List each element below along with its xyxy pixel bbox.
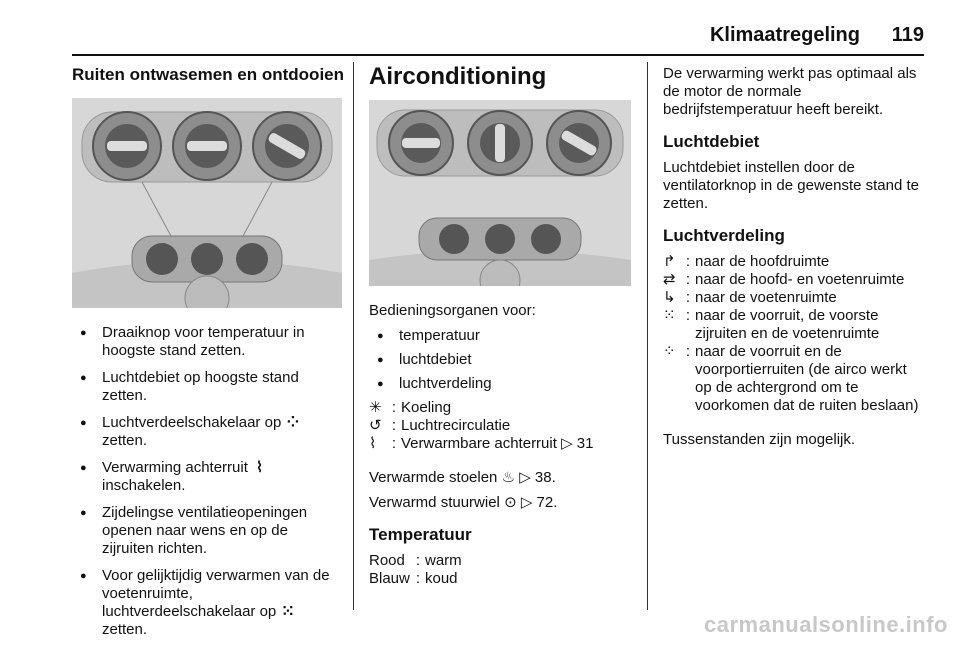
legend-text: Koeling (401, 399, 452, 416)
temperature-legend (369, 552, 633, 588)
list-item (72, 324, 342, 360)
list-item (72, 369, 342, 405)
legend-label: Blauw (369, 570, 410, 587)
legend-text: naar de hoofdruimte (695, 253, 830, 270)
upper-body-air-icon: ↱ (663, 253, 676, 270)
page-reference[interactable]: 31 (576, 435, 594, 452)
section-title-airco: Airconditioning (369, 63, 547, 90)
page-ref-arrow-icon: ▷ (519, 469, 531, 486)
list-item-text: Verwarming achterruit (102, 459, 253, 476)
list-item-text: Draaiknop voor temperatuur in hoogste stand zetten. (102, 324, 305, 359)
list-item-text: Luchtdebiet op hoogste stand zetten. (102, 369, 299, 404)
legend-separator: : (391, 417, 397, 434)
page-ref-arrow-icon: ▷ (561, 435, 573, 452)
list-item-text: Zijdelingse ventilatieopeningen openen naar wens en op de zijruiten richten. (102, 504, 308, 557)
airflow-text: Luchtdebiet instellen door de ventilatorknop in de gewenste stand te zetten. (663, 159, 920, 212)
legend-row (369, 552, 633, 570)
legend-separator: : (685, 253, 691, 270)
column-heating (663, 62, 925, 449)
section-title-airflow: Luchtdebiet (663, 132, 760, 151)
section-title-temperature: Temperatuur (369, 525, 472, 544)
list-item-text: zetten. (102, 432, 148, 449)
heated-seats-line (369, 469, 633, 487)
legend-separator: : (685, 343, 691, 360)
legend-text-label: Verwarmbare achterruit (401, 435, 557, 452)
controls-intro: Bedieningsorganen voor: (369, 302, 536, 319)
legend-text: Luchtrecirculatie (401, 417, 511, 434)
list-item-text: Voor gelijktijdig verwarmen van de voetenruimte, luchtverdeelschakelaar op (102, 567, 330, 620)
legend-row (369, 570, 633, 588)
upper-and-footwell-air-icon: ⇄ (663, 271, 676, 288)
page-ref-arrow-icon: ▷ (520, 494, 533, 511)
climate-panel-photo (72, 98, 342, 308)
legend-row (663, 307, 925, 343)
page-reference[interactable]: 72. (536, 494, 558, 511)
page-reference[interactable]: 38. (534, 469, 556, 486)
airco-panel-illustration (369, 100, 631, 286)
defrost-steps (72, 324, 342, 639)
list-item-text: inschakelen. (102, 477, 186, 494)
list-item (72, 504, 342, 558)
watermark: carmanualsonline.info (704, 612, 948, 637)
list-item (369, 351, 633, 369)
list-item-text: luchtverdeling (399, 375, 492, 392)
intermediate-positions-note: Tussenstanden zijn mogelijk. (663, 431, 856, 448)
legend-separator: : (391, 435, 397, 452)
legend-row (369, 417, 633, 435)
legend-text: naar de voorruit, de voorste zijruiten en de voetenruimte (695, 307, 880, 342)
snowflake-icon: ✳ (369, 399, 382, 416)
legend-text: naar de hoofd- en voetenruimte (695, 271, 905, 288)
legend-separator: : (391, 399, 397, 416)
footwell-air-icon: ↳ (663, 289, 676, 306)
legend-text: warm (425, 552, 462, 569)
list-item-text: temperatuur (399, 327, 480, 344)
legend-separator: : (685, 289, 691, 306)
legend-separator: : (415, 552, 421, 569)
climate-panel-illustration (72, 98, 342, 308)
rear-window-heating-icon: ⌇ (369, 435, 377, 452)
windscreen-air-icon: ⁘ (663, 343, 676, 360)
distribution-legend (663, 253, 925, 415)
list-item (369, 327, 633, 345)
heated-wheel-text: Verwarmd stuurwiel (369, 494, 500, 511)
legend-separator: : (685, 271, 691, 288)
list-item-text: luchtdebiet (399, 351, 472, 368)
legend-text: naar de voetenruimte (695, 289, 837, 306)
legend-row (369, 435, 633, 453)
header-rule (72, 54, 924, 56)
airco-panel-photo (369, 100, 631, 286)
column-divider-2 (647, 62, 648, 610)
rear-window-heating-icon: ⌇ (255, 459, 264, 476)
list-item-text: Luchtverdeelschakelaar op (102, 414, 286, 431)
legend-row (663, 289, 925, 307)
symbol-legend (369, 399, 633, 453)
steering-wheel-icon: ⊙ (504, 494, 517, 511)
column-divider-1 (353, 62, 354, 610)
legend-separator: : (685, 307, 691, 324)
windscreen-footwell-air-icon: ⁙ (281, 603, 295, 620)
legend-text: koud (425, 570, 458, 587)
heated-seats-text: Verwarmde stoelen (369, 469, 498, 486)
section-title-distribution: Luchtverdeling (663, 226, 785, 245)
controls-list (369, 327, 633, 393)
legend-row (663, 343, 925, 415)
list-item (72, 567, 342, 639)
list-item (369, 375, 633, 393)
column-airco (369, 62, 633, 588)
legend-text (401, 435, 633, 453)
heating-intro: De verwarming werkt pas optimaal als de motor de normale bedrijfstemperatuur heeft bereikt. (663, 65, 917, 118)
legend-separator: : (415, 570, 421, 587)
legend-label: Rood (369, 552, 405, 569)
page-number: 119 (891, 24, 924, 46)
list-item-text: zetten. (102, 621, 148, 638)
list-item (72, 459, 342, 495)
list-item (72, 414, 342, 450)
recirculation-icon: ↺ (369, 417, 382, 434)
section-title-defrost: Ruiten ontwasemen en ontdooien (72, 65, 345, 84)
legend-row (663, 253, 925, 271)
heated-seat-icon: ♨ (501, 469, 516, 486)
legend-row (369, 399, 633, 417)
windscreen-air-icon: ⁘ (286, 414, 300, 431)
heated-wheel-line (369, 494, 633, 512)
column-defrost (72, 62, 345, 648)
windscreen-footwell-air-icon: ⁙ (663, 307, 676, 324)
running-header-title: Klimaatregeling (709, 24, 860, 46)
legend-row (663, 271, 925, 289)
legend-text: naar de voorruit en de voorportierruiten (de airco werkt op de achtergrond om te voorkomen dat de ruiten beslaan) (695, 343, 919, 414)
